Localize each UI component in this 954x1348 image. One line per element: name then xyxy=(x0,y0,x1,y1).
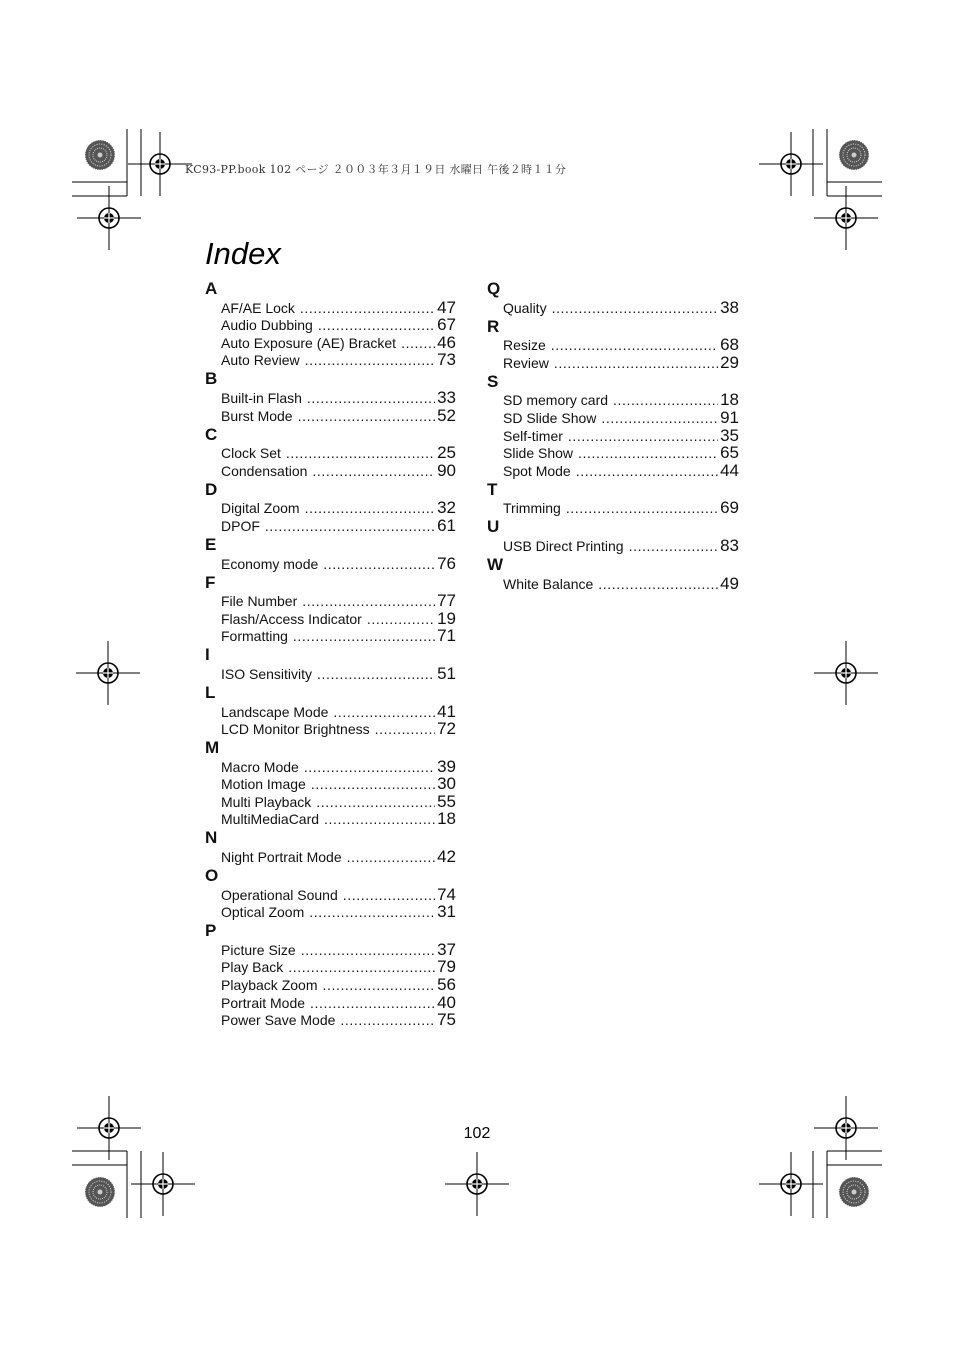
index-entry xyxy=(487,426,739,444)
entry-page-number: 18 xyxy=(720,390,739,410)
entry-page-number: 55 xyxy=(437,791,456,811)
entry-term: Slide Show xyxy=(503,445,574,462)
dot-leader xyxy=(309,904,435,920)
entry-page-number: 76 xyxy=(437,553,456,573)
index-section xyxy=(205,682,456,737)
section-letter: L xyxy=(205,682,216,702)
entry-page-number: 33 xyxy=(437,387,456,407)
entry-page-number: 40 xyxy=(437,992,456,1012)
index-entry xyxy=(205,958,456,976)
dot-leader xyxy=(265,518,435,534)
entry-page-number: 52 xyxy=(437,405,456,425)
index-entry xyxy=(487,408,739,426)
entry-term: Review xyxy=(503,354,549,371)
dot-leader xyxy=(300,300,435,316)
section-letter: Q xyxy=(487,279,501,298)
entry-page-number: 35 xyxy=(720,425,739,445)
index-section xyxy=(205,827,456,865)
entry-page-number: 90 xyxy=(437,460,456,480)
index-section xyxy=(205,368,456,423)
entry-term: Resize xyxy=(503,337,546,354)
section-letter: R xyxy=(487,316,500,336)
entry-term: Auto Exposure (AE) Bracket xyxy=(221,334,397,351)
dot-leader xyxy=(288,959,435,975)
index-entry xyxy=(205,499,456,517)
entry-term: Multi Playback xyxy=(221,793,312,810)
dot-leader xyxy=(601,410,718,426)
entry-term: Playback Zoom xyxy=(221,977,318,994)
index-column-left xyxy=(205,278,456,1028)
entry-term: Macro Mode xyxy=(221,758,299,775)
section-letter: W xyxy=(487,554,504,574)
dot-leader xyxy=(318,317,435,333)
index-column-right xyxy=(487,278,739,592)
page-title: Index xyxy=(205,236,281,271)
index-entry xyxy=(205,975,456,993)
dot-leader xyxy=(629,538,718,554)
entry-page-number: 39 xyxy=(437,756,456,776)
index-entry xyxy=(487,336,739,354)
section-letter: O xyxy=(205,866,219,886)
section-letter: N xyxy=(205,828,218,848)
index-entry xyxy=(487,536,739,554)
dot-leader xyxy=(343,887,435,903)
dot-leader xyxy=(401,335,435,351)
entry-term: Formatting xyxy=(221,628,288,645)
index-entry xyxy=(205,903,456,921)
section-letter: T xyxy=(487,479,498,499)
dot-leader xyxy=(302,593,435,609)
dot-leader xyxy=(304,759,435,775)
dot-leader xyxy=(613,392,718,408)
dot-leader xyxy=(322,977,435,993)
section-letter: U xyxy=(487,517,500,537)
entry-page-number: 56 xyxy=(437,975,456,995)
dot-leader xyxy=(316,794,435,810)
entry-page-number: 77 xyxy=(437,591,456,611)
section-letter: P xyxy=(205,921,217,941)
entry-term: Play Back xyxy=(221,959,284,976)
index-entry xyxy=(487,353,739,371)
dot-leader xyxy=(323,556,435,572)
index-entry xyxy=(205,940,456,958)
entry-page-number: 30 xyxy=(437,774,456,794)
entry-page-number: 72 xyxy=(437,719,456,739)
index-entry xyxy=(205,627,456,645)
entry-term: SD memory card xyxy=(503,392,609,409)
index-section xyxy=(205,737,456,827)
section-letter: A xyxy=(205,279,218,298)
index-entry xyxy=(205,757,456,775)
dot-leader xyxy=(554,355,718,371)
dot-leader xyxy=(286,445,435,461)
dot-leader xyxy=(305,500,435,516)
entry-page-number: 41 xyxy=(437,701,456,721)
dot-leader xyxy=(307,390,435,406)
dot-leader xyxy=(598,576,718,592)
entry-term: File Number xyxy=(221,593,298,610)
index-entry xyxy=(205,702,456,720)
entry-page-number: 61 xyxy=(437,515,456,535)
entry-page-number: 67 xyxy=(437,315,456,335)
entry-page-number: 42 xyxy=(437,847,456,867)
crop-marks-bottom-right xyxy=(759,1096,882,1218)
index-section xyxy=(205,278,456,368)
section-letter: C xyxy=(205,424,218,444)
dot-leader xyxy=(552,300,719,316)
dot-leader xyxy=(311,776,435,792)
entry-page-number: 18 xyxy=(437,809,456,829)
entry-page-number: 49 xyxy=(720,573,739,593)
section-letter: S xyxy=(487,371,499,391)
dot-leader xyxy=(367,611,435,627)
entry-term: Optical Zoom xyxy=(221,904,305,921)
index-section xyxy=(487,371,739,479)
dot-leader xyxy=(324,811,435,827)
entry-page-number: 47 xyxy=(437,297,456,317)
entry-page-number: 75 xyxy=(437,1010,456,1030)
dot-leader xyxy=(347,849,435,865)
entry-term: ISO Sensitivity xyxy=(221,665,313,682)
entry-page-number: 51 xyxy=(437,663,456,683)
crop-marks-top-left xyxy=(72,129,192,250)
crop-marks-bottom-left xyxy=(72,1096,195,1218)
entry-page-number: 91 xyxy=(720,407,739,427)
dot-leader xyxy=(340,1012,435,1028)
index-section xyxy=(205,572,456,645)
entry-term: Burst Mode xyxy=(221,407,293,424)
entry-term: DPOF xyxy=(221,517,260,534)
index-section xyxy=(487,516,739,554)
entry-page-number: 83 xyxy=(720,535,739,555)
entry-page-number: 38 xyxy=(720,297,739,317)
index-entry xyxy=(487,574,739,592)
index-section xyxy=(487,316,739,371)
index-section xyxy=(205,865,456,920)
print-header-strip: KC93-PP.book 102 ページ ２００３年３月１９日 水曜日 午後２時１１分 xyxy=(185,163,567,176)
entry-page-number: 68 xyxy=(720,335,739,355)
entry-term: Picture Size xyxy=(221,941,296,958)
dot-leader xyxy=(310,995,435,1011)
entry-term: AF/AE Lock xyxy=(221,299,295,316)
index-entry xyxy=(205,775,456,793)
index-entry xyxy=(205,554,456,572)
entry-term: Landscape Mode xyxy=(221,703,329,720)
entry-page-number: 79 xyxy=(437,957,456,977)
index-entry xyxy=(205,316,456,334)
section-letter: M xyxy=(205,738,220,758)
dot-leader xyxy=(568,428,718,444)
entry-page-number: 37 xyxy=(437,939,456,959)
registration-mark-left xyxy=(76,641,140,705)
index-entry xyxy=(205,720,456,738)
entry-page-number: 32 xyxy=(437,498,456,518)
dot-leader xyxy=(576,463,718,479)
index-entry xyxy=(205,1011,456,1029)
section-letter: E xyxy=(205,534,217,554)
entry-term: MultiMediaCard xyxy=(221,811,320,828)
entry-page-number: 25 xyxy=(437,443,456,463)
entry-term: Condensation xyxy=(221,462,308,479)
entry-page-number: 73 xyxy=(437,350,456,370)
entry-term: Self-timer xyxy=(503,427,563,444)
index-entry xyxy=(487,461,739,479)
index-section xyxy=(205,534,456,572)
index-entry xyxy=(487,391,739,409)
index-section xyxy=(205,424,456,479)
index-entry xyxy=(205,516,456,534)
index-section xyxy=(487,479,739,517)
entry-term: Audio Dubbing xyxy=(221,317,313,334)
dot-leader xyxy=(578,445,718,461)
entry-term: Spot Mode xyxy=(503,462,571,479)
index-entry xyxy=(205,664,456,682)
index-section xyxy=(487,278,739,316)
index-entry xyxy=(205,810,456,828)
index-entry xyxy=(205,993,456,1011)
entry-term: USB Direct Printing xyxy=(503,537,624,554)
index-entry xyxy=(205,847,456,865)
entry-term: Portrait Mode xyxy=(221,994,306,1011)
dot-leader xyxy=(293,628,435,644)
index-section xyxy=(205,920,456,1028)
entry-term: Night Portrait Mode xyxy=(221,849,342,866)
page-number: 102 xyxy=(463,1125,491,1142)
entry-term: LCD Monitor Brightness xyxy=(221,721,370,738)
crop-marks-top-right xyxy=(759,129,882,250)
index-section xyxy=(205,644,456,682)
section-letter: D xyxy=(205,479,218,499)
dot-leader xyxy=(312,463,435,479)
dot-leader xyxy=(305,352,435,368)
entry-term: Operational Sound xyxy=(221,886,338,903)
index-entry xyxy=(487,444,739,462)
dot-leader xyxy=(301,942,435,958)
entry-term: Economy mode xyxy=(221,555,319,572)
entry-term: Flash/Access Indicator xyxy=(221,610,362,627)
dot-leader xyxy=(298,408,435,424)
entry-page-number: 74 xyxy=(437,884,456,904)
entry-term: Motion Image xyxy=(221,776,306,793)
entry-term: Clock Set xyxy=(221,445,281,462)
section-letter: F xyxy=(205,572,216,592)
entry-page-number: 31 xyxy=(437,902,456,922)
entry-page-number: 29 xyxy=(720,352,739,372)
entry-page-number: 44 xyxy=(720,460,739,480)
entry-term: Power Save Mode xyxy=(221,1012,336,1029)
index-entry xyxy=(487,499,739,517)
index-entry xyxy=(205,406,456,424)
entry-term: Auto Review xyxy=(221,352,300,369)
index-entry xyxy=(487,298,739,316)
entry-term: SD Slide Show xyxy=(503,409,597,426)
entry-page-number: 65 xyxy=(720,443,739,463)
index-entry xyxy=(205,792,456,810)
dot-leader xyxy=(317,666,435,682)
index-entry xyxy=(205,609,456,627)
section-letter: I xyxy=(205,645,210,665)
dot-leader xyxy=(551,337,718,353)
entry-page-number: 69 xyxy=(720,498,739,518)
entry-term: Quality xyxy=(503,299,547,316)
entry-term: Built-in Flash xyxy=(221,389,302,406)
dot-leader xyxy=(375,721,435,737)
dot-leader xyxy=(566,500,718,516)
index-section xyxy=(487,554,739,592)
index-entry xyxy=(205,885,456,903)
section-letter: B xyxy=(205,369,218,389)
registration-mark-bottom-center xyxy=(445,1152,509,1216)
entry-page-number: 71 xyxy=(437,626,456,646)
dot-leader xyxy=(333,704,435,720)
entry-term: White Balance xyxy=(503,575,594,592)
index-section xyxy=(205,479,456,534)
index-entry xyxy=(205,351,456,369)
index-entry xyxy=(205,592,456,610)
entry-term: Digital Zoom xyxy=(221,500,300,517)
index-entry xyxy=(205,388,456,406)
entry-page-number: 46 xyxy=(437,332,456,352)
index-entry xyxy=(205,333,456,351)
entry-page-number: 19 xyxy=(437,608,456,628)
entry-term: Trimming xyxy=(503,500,561,517)
index-entry xyxy=(205,298,456,316)
index-entry xyxy=(205,461,456,479)
registration-mark-right xyxy=(814,641,878,705)
index-entry xyxy=(205,444,456,462)
